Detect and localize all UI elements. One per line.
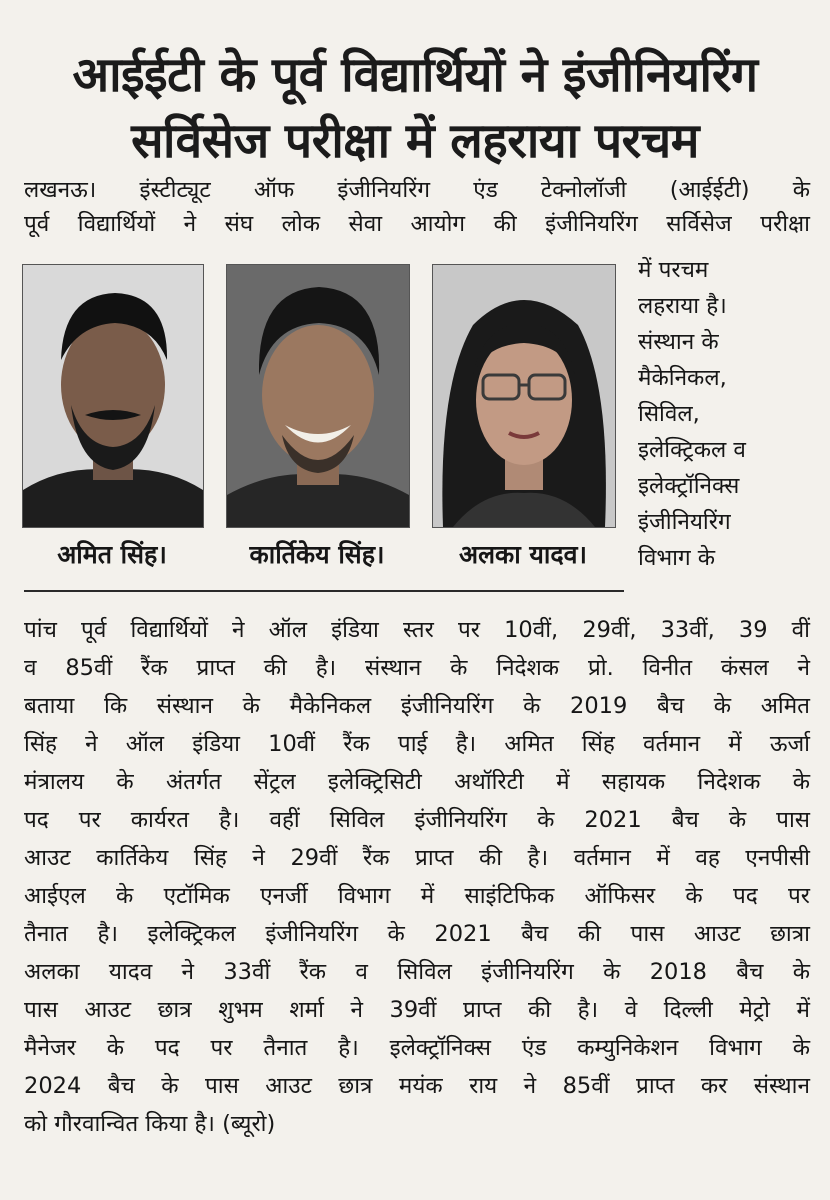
body-line: मैनेजर के पद पर तैनात है। इलेक्ट्रॉनिक्स एंड कम्युनिकेशन विभाग के: [24, 1035, 810, 1061]
body-line: 2024 बैच के पास आउट छात्र मयंक राय ने 85वीं प्राप्त कर संस्थान: [24, 1073, 810, 1099]
side-text-line: विभाग के: [638, 545, 716, 571]
body-line: को गौरवान्वित किया है। (ब्यूरो): [24, 1111, 276, 1137]
body-line: आउट कार्तिकेय सिंह ने 29वीं रैंक प्राप्त की है। वर्तमान में वह एनपीसी: [24, 845, 810, 871]
side-text-line: इलेक्ट्रॉनिक्स: [638, 473, 740, 499]
photo-caption: कार्तिकेय सिंह।: [249, 540, 385, 569]
headline-line-1: आईईटी के पूर्व विद्यार्थियों ने इंजीनियरिंग: [72, 47, 758, 103]
intro-line: पूर्व विद्यार्थियों ने संघ लोक सेवा आयोग की इंजीनियरिंग सर्विसेज परीक्षा: [24, 211, 810, 237]
side-text-line: लहराया है।: [638, 293, 727, 319]
side-text-line: इंजीनियरिंग: [638, 509, 731, 535]
side-text-line: सिविल,: [638, 401, 700, 427]
photo-kartikeya-singh: [226, 264, 410, 528]
body-line: तैनात है। इलेक्ट्रिकल इंजीनियरिंग के 2021 बैच की पास आउट छात्रा: [24, 921, 810, 947]
side-text-line: में परचम: [638, 257, 709, 283]
divider: [24, 590, 624, 592]
side-text-line: संस्थान के: [638, 329, 719, 355]
body-line: पास आउट छात्र शुभम शर्मा ने 39वीं प्राप्त की है। वे दिल्ली मेट्रो में: [24, 997, 810, 1023]
headline-line-2: सर्विसेज परीक्षा में लहराया परचम: [131, 113, 699, 169]
body-line: बताया कि संस्थान के मैकेनिकल इंजीनियरिंग के 2019 बैच के अमित: [24, 693, 810, 719]
photo-amit-singh: [22, 264, 204, 528]
body-line: पद पर कार्यरत है। वहीं सिविल इंजीनियरिंग के 2021 बैच के पास: [24, 807, 810, 833]
side-text-line: मैकेनिकल,: [638, 365, 727, 391]
body-line: अलका यादव ने 33वीं रैंक व सिविल इंजीनियरिंग के 2018 बैच के: [24, 959, 810, 985]
body-line: पांच पूर्व विद्यार्थियों ने ऑल इंडिया स्तर पर 10वीं, 29वीं, 33वीं, 39 वीं: [24, 617, 810, 643]
photo-alka-yadav: [432, 264, 616, 528]
body-line: व 85वीं रैंक प्राप्त की है। संस्थान के निदेशक प्रो. विनीत कंसल ने: [24, 655, 810, 681]
intro-line: लखनऊ। इंस्टीट्यूट ऑफ इंजीनियरिंग एंड टेक्नोलॉजी (आईईटी) के: [24, 177, 810, 203]
body-line: मंत्रालय के अंतर्गत सेंट्रल इलेक्ट्रिसिटी अथॉरिटी में सहायक निदेशक के: [24, 769, 810, 795]
photo-caption: अलका यादव।: [458, 540, 588, 569]
photo-caption: अमित सिंह।: [57, 540, 167, 569]
body-line: सिंह ने ऑल इंडिया 10वीं रैंक पाई है। अमित सिंह वर्तमान में ऊर्जा: [24, 731, 810, 757]
body-line: आईएल के एटॉमिक एनर्जी विभाग में साइंटिफिक ऑफिसर के पद पर: [24, 883, 810, 909]
side-text-line: इलेक्ट्रिकल व: [638, 437, 746, 463]
